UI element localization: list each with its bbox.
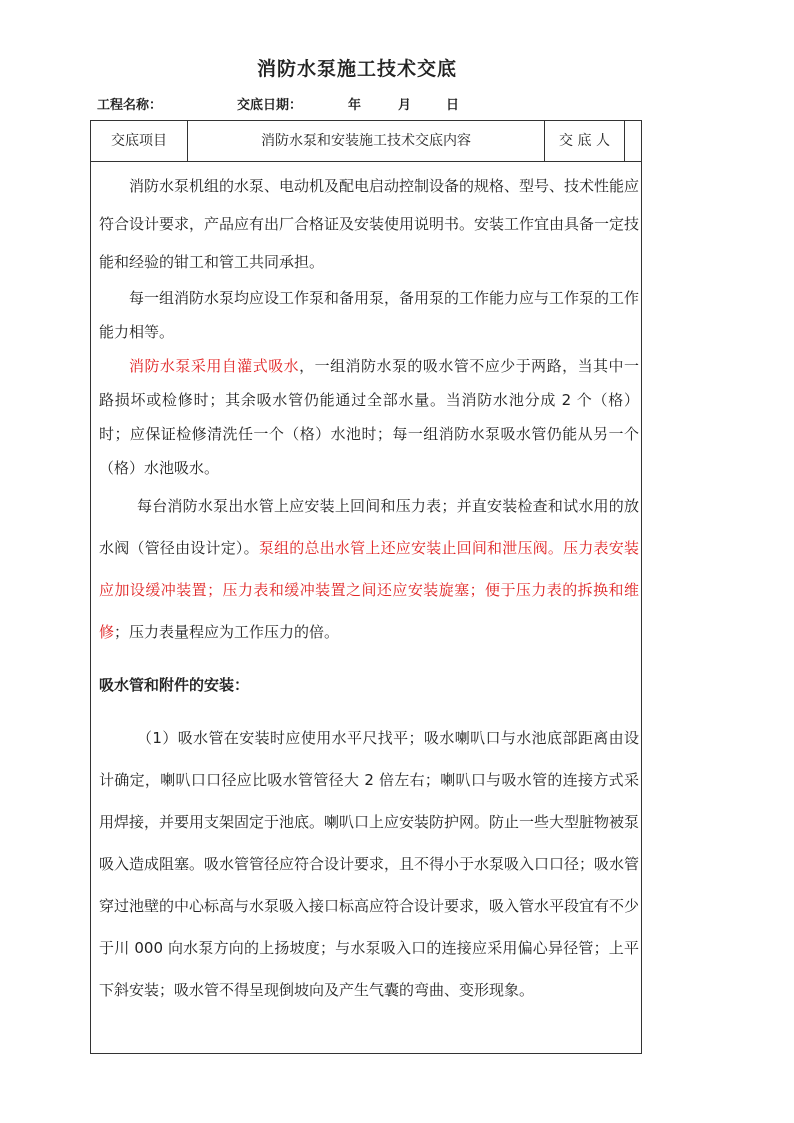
outlet-text-end: ；压力表量程应为工作压力的倍。 xyxy=(114,623,340,641)
date-day: 日 xyxy=(446,98,460,113)
table-header-row xyxy=(91,121,641,162)
date-month: 月 xyxy=(398,98,412,113)
suction-red-text: 消防水泵采用自灌式吸水 xyxy=(129,357,300,375)
suction-text: ，一组消防水泵的吸水管不应少于两路，当其中一路损坏或检修时；其余吸水管仍能通过全部水量。当消防水池分成 2 个（格）时；应保证检修清洗任一个（格）水池时；每一组消防水泵吸水管仍能从另一个（格）水池吸水。 xyxy=(99,357,639,477)
paragraph-suction-install: （1）吸水管在安装时应使用水平尺找平；吸水喇叭口与水池底部距离由设计确定，喇叭口口径应比吸水管管径大 2 倍左右；喇叭口与吸水管的连接方式采用焊接，并要用支架固定于池底。喇叭口上应安装防护网。防止一些大型脏物被泵吸入造成阻塞。吸水管管径应符合设计要求，且不得小于水泵吸入口口径；吸水管穿过池壁的中心标高与水泵吸入接口标高应符合设计要求，吸入管水平段宜有不少于川 000 向水泵方向的上扬坡度；与水泵吸入口的连接应采用偏心异径管；上平下斜安装；吸水管不得呈现倒坡向及产生气囊的弯曲、变形现象。 xyxy=(99,729,640,999)
item-label-cell: 交底项目 xyxy=(91,121,188,161)
paragraph-pumps: 每一组消防水泵均应设工作泵和备用泵，备用泵的工作能力应与工作泵的工作能力相等。 xyxy=(99,289,640,341)
person-label-cell: 交 底 人 xyxy=(545,121,625,161)
paragraph-outlet xyxy=(99,485,639,653)
section-heading: 吸水管和附件的安装： xyxy=(99,676,250,694)
handover-table xyxy=(90,120,642,1054)
project-name-label: 工程名称： xyxy=(97,98,163,113)
date-year: 年 xyxy=(348,98,362,113)
item-value-cell: 消防水泵和安装施工技术交底内容 xyxy=(188,121,545,161)
paragraph-equipment: 消防水泵机组的水泵、电动机及配电启动控制设备的规格、型号、技术性能应符合设计要求，产品应有出厂合格证及安装使用说明书。安装工作宜由具备一定技能和经验的钳工和管工共同承担。 xyxy=(99,177,640,271)
document-title: 消防水泵施工技术交底 xyxy=(256,58,457,80)
paragraph-suction xyxy=(99,349,639,485)
outlet-red-text: 泵组的总出水管上还应安装止回间和泄压阀。压力表安装应加设缓冲装置；压力表和缓冲装置之间还应安装旋塞；便于压力表的拆换和维修 xyxy=(99,539,639,641)
content-body xyxy=(99,167,639,1011)
handover-date-label: 交底日期： xyxy=(237,98,303,113)
outlet-text-start: 每台消防水泵出水管上应安装上回间和压力表；并直安装检查和试水用的放水阀（管径由设计定）。 xyxy=(99,497,639,557)
